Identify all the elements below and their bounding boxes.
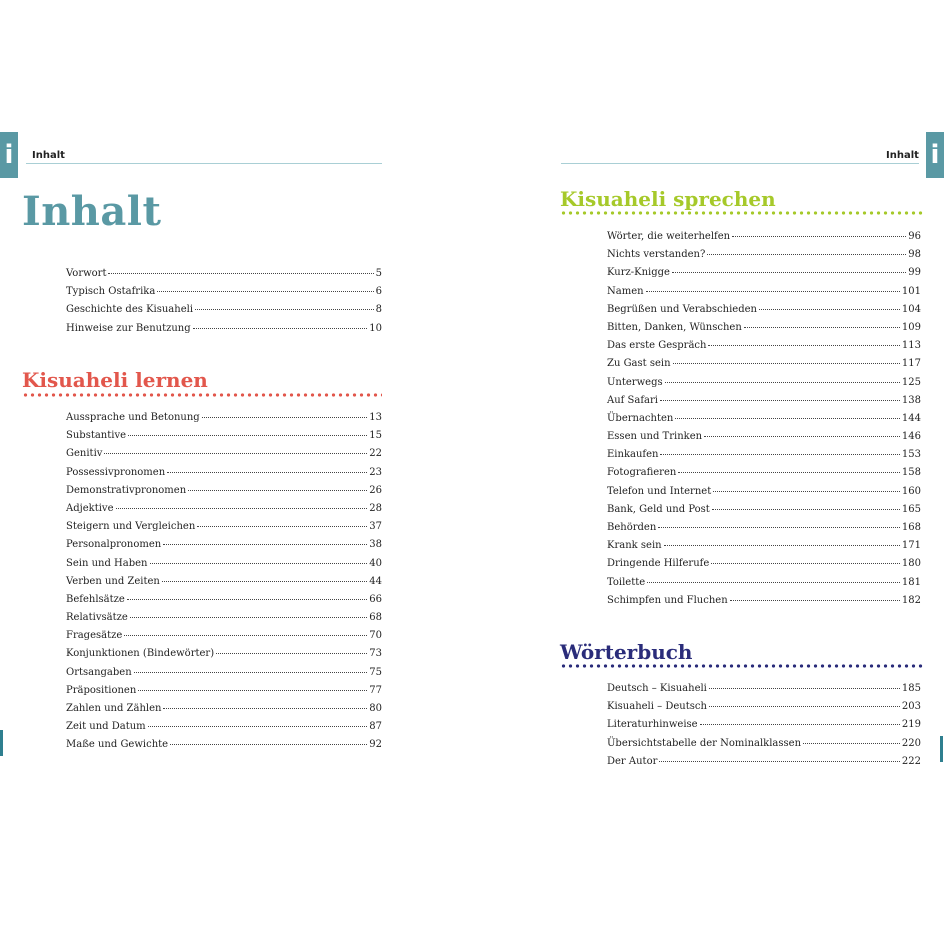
toc-page-number: 104 <box>901 303 921 315</box>
toc-dot-leader <box>712 509 900 510</box>
toc-dot-leader <box>195 309 374 310</box>
toc-entry-label: Literaturhinweise <box>607 719 698 731</box>
toc-entry-label: Der Autor <box>607 755 658 767</box>
page-title: Inhalt <box>22 188 162 235</box>
toc-page-number: 182 <box>901 594 921 606</box>
toc-page-number: 96 <box>908 231 921 242</box>
running-head-right: Inhalt <box>886 150 919 161</box>
toc-entry[interactable] <box>66 721 382 739</box>
toc-entry[interactable] <box>66 268 382 286</box>
toc-dot-leader <box>673 363 900 364</box>
toc-page-number: 6 <box>375 286 382 298</box>
toc-page-number: 203 <box>901 701 921 713</box>
toc-dot-leader <box>707 254 906 255</box>
toc-page-number: 87 <box>369 721 382 733</box>
toc-page-number: 153 <box>901 449 921 461</box>
toc-dot-leader <box>124 635 367 636</box>
toc-entry[interactable] <box>607 738 921 756</box>
toc-entry-label: Nichts verstanden? <box>607 249 706 261</box>
section-divider-speak <box>560 211 924 215</box>
toc-dot-leader <box>163 544 367 545</box>
toc-entry-label: Unterwegs <box>607 376 663 388</box>
toc-entry[interactable] <box>607 701 921 719</box>
toc-entry[interactable] <box>607 249 921 267</box>
toc-entry-label: Vorwort <box>66 268 107 279</box>
toc-entry[interactable] <box>66 467 382 485</box>
toc-entry-label: Bitten, Danken, Wünschen <box>607 321 742 333</box>
toc-page-number: 117 <box>901 358 921 370</box>
toc-entry[interactable] <box>607 304 921 322</box>
toc-page-number: 138 <box>901 394 921 406</box>
toc-entry[interactable] <box>607 322 921 340</box>
toc-entry[interactable] <box>607 486 921 504</box>
toc-entry[interactable] <box>66 286 382 304</box>
running-head-left: Inhalt <box>32 150 65 161</box>
toc-dot-leader <box>116 508 368 509</box>
toc-dot-leader <box>732 236 906 237</box>
toc-entry-label: Typisch Ostafrika <box>66 286 156 298</box>
toc-entry[interactable] <box>66 430 382 448</box>
toc-dot-leader <box>157 291 373 292</box>
toc-page-number: 168 <box>901 522 921 533</box>
toc-page-number: 113 <box>901 340 921 352</box>
toc-entry-label: Toilette <box>607 576 646 588</box>
section-divider-learn <box>22 393 382 397</box>
toc-dot-leader <box>163 708 367 709</box>
toc-entry-label: Einkaufen <box>607 449 659 461</box>
section-title-dictionary: Wörterbuch <box>560 640 693 664</box>
toc-entry-label: Auf Safari <box>607 394 658 406</box>
toc-dot-leader <box>672 272 906 273</box>
section-title-speak: Kisuaheli sprechen <box>560 187 776 211</box>
toc-dot-leader <box>150 563 368 564</box>
toc-entry-label: Dringende Hilferufe <box>607 558 710 570</box>
toc-page-number: 181 <box>901 576 921 588</box>
toc-entry[interactable] <box>607 577 921 595</box>
toc-entry-label: Bank, Geld und Post <box>607 503 710 515</box>
toc-page-number: 40 <box>369 557 382 569</box>
toc-entry[interactable] <box>607 504 921 522</box>
toc-dot-leader <box>713 491 900 492</box>
toc-entry[interactable] <box>66 739 382 757</box>
toc-dot-leader <box>138 690 367 691</box>
toc-entry[interactable] <box>66 667 382 685</box>
toc-dot-leader <box>675 418 900 419</box>
header-rule-left <box>26 163 382 164</box>
toc-page-number: 73 <box>369 648 382 660</box>
toc-entry-label: Possessivpronomen <box>66 466 166 478</box>
toc-entry-label: Adjektive <box>66 502 114 514</box>
toc-entry[interactable] <box>66 703 382 721</box>
toc-page-number: 44 <box>369 575 382 587</box>
toc-page-number: 80 <box>369 703 382 714</box>
toc-entry[interactable] <box>66 594 382 612</box>
toc-dot-leader <box>660 454 899 455</box>
toc-entry-label: Genitiv <box>66 448 103 460</box>
toc-entry-label: Fragesätze <box>66 630 123 642</box>
toc-page-number: 222 <box>901 755 921 767</box>
toc-dot-leader <box>104 453 367 454</box>
toc-entry[interactable] <box>607 522 921 540</box>
toc-entry-label: Behörden <box>607 522 657 533</box>
toc-entry-label: Maße und Gewichte <box>66 739 169 751</box>
toc-dot-leader <box>202 417 368 418</box>
toc-entry[interactable] <box>66 558 382 576</box>
toc-entry[interactable] <box>66 539 382 557</box>
toc-page-number: 68 <box>369 612 382 624</box>
toc-dot-leader <box>665 382 900 383</box>
toc-dot-leader <box>660 400 900 401</box>
toc-entry[interactable] <box>66 412 382 430</box>
toc-page-number: 180 <box>901 558 921 570</box>
toc-entry[interactable] <box>607 467 921 485</box>
toc-entry[interactable] <box>607 431 921 449</box>
toc-dot-leader <box>188 490 367 491</box>
toc-dot-leader <box>730 600 900 601</box>
toc-entry-label: Ortsangaben <box>66 666 132 678</box>
toc-entry-label: Wörter, die weiterhelfen <box>607 231 731 242</box>
toc-dot-leader <box>128 435 367 436</box>
toc-entry-label: Zeit und Datum <box>66 721 146 733</box>
toc-page-number: 109 <box>901 321 921 333</box>
toc-entry[interactable] <box>66 576 382 594</box>
toc-page-number: 28 <box>369 502 382 514</box>
toc-entry[interactable] <box>66 521 382 539</box>
toc-page-number: 101 <box>901 285 921 297</box>
toc-entry-label: Steigern und Vergleichen <box>66 521 196 533</box>
toc-dot-leader <box>647 582 900 583</box>
toc-entry[interactable] <box>66 612 382 630</box>
toc-page-number: 158 <box>901 467 921 479</box>
toc-page-number: 171 <box>901 540 921 552</box>
toc-dot-leader <box>711 563 900 564</box>
toc-entry-label: Krank sein <box>607 540 662 552</box>
toc-entry-label: Übernachten <box>607 412 674 424</box>
toc-entry[interactable] <box>607 286 921 304</box>
toc-entry-label: Personalpronomen <box>66 539 162 551</box>
toc-entry[interactable] <box>607 413 921 431</box>
toc-page-number: 66 <box>369 593 382 605</box>
toc-entry[interactable] <box>607 449 921 467</box>
toc-entry-label: Sein und Haben <box>66 557 148 569</box>
toc-dot-leader <box>664 545 900 546</box>
toc-dot-leader <box>678 472 900 473</box>
toc-entry[interactable] <box>607 358 921 376</box>
toc-entry-label: Das erste Gespräch <box>607 340 707 352</box>
toc-entry[interactable] <box>607 395 921 413</box>
toc-dot-leader <box>708 345 899 346</box>
page-edge-marker-left <box>0 730 3 756</box>
toc-entry[interactable] <box>607 540 921 558</box>
toc-page-number: 144 <box>901 412 921 424</box>
toc-entry-label: Essen und Trinken <box>607 431 703 443</box>
toc-dot-leader <box>162 581 367 582</box>
toc-page-number: 75 <box>369 666 382 678</box>
toc-page-number: 125 <box>901 376 921 388</box>
toc-dot-leader <box>148 726 368 727</box>
toc-entry-label: Verben und Zeiten <box>66 575 160 587</box>
toc-entry-label: Aussprache und Betonung <box>66 412 200 423</box>
toc-dot-leader <box>127 599 367 600</box>
toc-entry-label: Namen <box>607 285 644 297</box>
chapter-tab-left: i <box>0 132 18 178</box>
toc-page-number: 13 <box>369 412 382 423</box>
toc-dot-leader <box>803 743 900 744</box>
toc-entry[interactable] <box>66 448 382 466</box>
toc-entry[interactable] <box>607 595 921 613</box>
section-divider-dictionary <box>560 664 924 668</box>
toc-dot-leader <box>759 309 900 310</box>
toc-page-number: 38 <box>369 539 382 551</box>
toc-dot-leader <box>134 672 368 673</box>
toc-entry-label: Deutsch – Kisuaheli <box>607 683 707 694</box>
toc-entry[interactable] <box>66 630 382 648</box>
toc-page-number: 5 <box>375 268 382 279</box>
toc-entry-label: Begrüßen und Verabschieden <box>607 303 757 315</box>
header-rule-right <box>561 163 919 164</box>
toc-page-number: 10 <box>369 322 382 334</box>
toc-entry[interactable] <box>607 377 921 395</box>
toc-dot-leader <box>193 328 368 329</box>
toc-entry[interactable] <box>607 340 921 358</box>
toc-entry-label: Konjunktionen (Bindewörter) <box>66 648 215 660</box>
toc-entry-label: Relativsätze <box>66 612 128 624</box>
toc-page-number: 219 <box>901 719 921 731</box>
toc-entry[interactable] <box>607 683 921 701</box>
toc-dot-leader <box>646 291 900 292</box>
toc-intro-list <box>66 268 382 341</box>
toc-page-number: 23 <box>369 466 382 478</box>
toc-dot-leader <box>658 527 900 528</box>
toc-speak-list <box>607 231 921 613</box>
toc-entry[interactable] <box>607 267 921 285</box>
toc-entry-label: Fotografieren <box>607 467 677 479</box>
toc-dot-leader <box>704 436 900 437</box>
toc-entry[interactable] <box>66 323 382 341</box>
toc-page-number: 92 <box>369 739 382 751</box>
toc-page-number: 165 <box>901 503 921 515</box>
toc-entry-label: Demonstrativpronomen <box>66 484 187 496</box>
toc-learn-list <box>66 412 382 758</box>
toc-page-number: 26 <box>369 484 382 496</box>
toc-entry-label: Zahlen und Zählen <box>66 703 162 714</box>
toc-entry-label: Telefon und Internet <box>607 485 712 497</box>
toc-entry[interactable] <box>66 485 382 503</box>
toc-dot-leader <box>700 724 900 725</box>
toc-page-number: 98 <box>908 249 921 261</box>
chapter-tab-right: i <box>926 132 944 178</box>
toc-page-number: 8 <box>375 304 382 316</box>
toc-dot-leader <box>130 617 367 618</box>
toc-entry-label: Schimpfen und Fluchen <box>607 594 728 606</box>
toc-page-number: 99 <box>908 267 921 279</box>
toc-entry-label: Befehlsätze <box>66 593 125 605</box>
toc-entry-label: Substantive <box>66 430 127 442</box>
toc-entry[interactable] <box>607 231 921 249</box>
toc-entry-label: Übersichtstabelle der Nominalklassen <box>607 737 802 749</box>
toc-dot-leader <box>167 472 367 473</box>
toc-dot-leader <box>216 653 367 654</box>
toc-dot-leader <box>709 706 900 707</box>
toc-page-number: 160 <box>901 485 921 497</box>
toc-entry-label: Kurz-Knigge <box>607 267 670 279</box>
toc-dot-leader <box>709 688 900 689</box>
toc-entry[interactable] <box>607 756 921 774</box>
toc-entry-label: Kisuaheli – Deutsch <box>607 701 707 713</box>
toc-dot-leader <box>659 761 900 762</box>
page-edge-marker-right <box>940 736 943 762</box>
toc-dictionary-list <box>607 683 921 774</box>
toc-entry[interactable] <box>607 719 921 737</box>
toc-entry-label: Hinweise zur Benutzung <box>66 322 191 334</box>
toc-dot-leader <box>108 273 373 274</box>
toc-entry[interactable] <box>607 558 921 576</box>
toc-entry-label: Zu Gast sein <box>607 358 671 370</box>
toc-entry[interactable] <box>66 685 382 703</box>
toc-entry-label: Präpositionen <box>66 684 137 696</box>
toc-page-number: 22 <box>369 448 382 460</box>
toc-page-number: 70 <box>369 630 382 642</box>
toc-page-number: 146 <box>901 431 921 443</box>
toc-dot-leader <box>744 327 900 328</box>
toc-dot-leader <box>197 526 367 527</box>
toc-entry[interactable] <box>66 503 382 521</box>
toc-page-number: 220 <box>901 737 921 749</box>
toc-entry-label: Geschichte des Kisuaheli <box>66 304 194 316</box>
toc-dot-leader <box>170 744 367 745</box>
toc-page-number: 185 <box>901 683 921 694</box>
toc-entry[interactable] <box>66 304 382 322</box>
toc-entry[interactable] <box>66 648 382 666</box>
section-title-learn: Kisuaheli lernen <box>22 368 208 392</box>
toc-page-number: 77 <box>369 684 382 696</box>
toc-page-number: 15 <box>369 430 382 442</box>
toc-page-number: 37 <box>369 521 382 533</box>
